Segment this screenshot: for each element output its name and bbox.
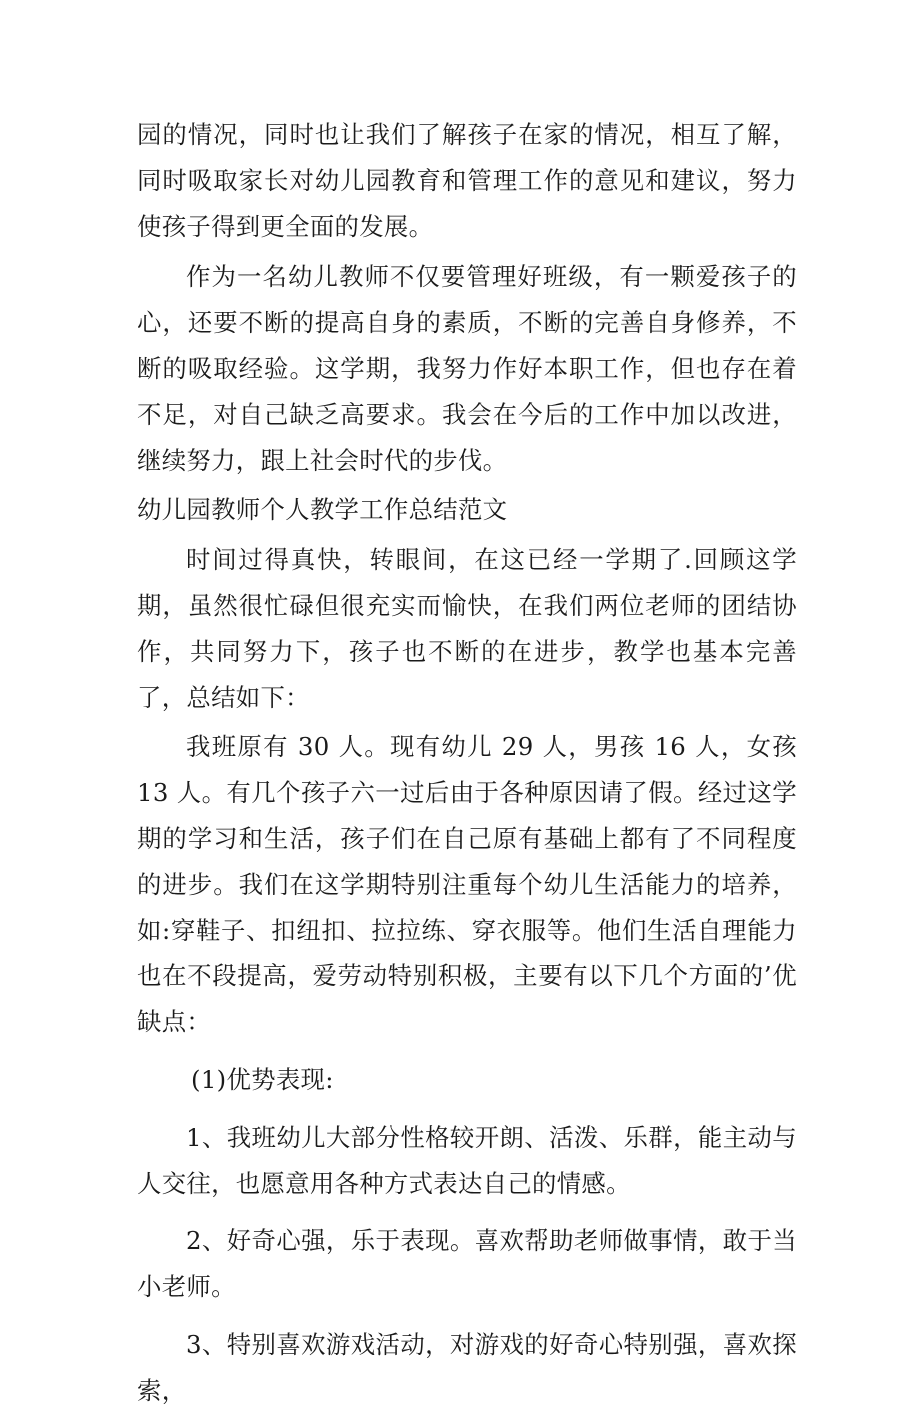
- paragraph-teacher-duty: 作为一名幼儿教师不仅要管理好班级，有一颗爱孩子的心，还要不断的提高自身的素质，不断的完善自身修养，不断的吸取经验。这学期，我努力作好本职工作，但也存在着不足，对自己缺乏高要求。我会在今后的工作中加以改进，继续努力，跟上社会时代的步伐。: [137, 262, 797, 475]
- paragraph-continued: 园的情况，同时也让我们了解孩子在家的情况，相互了解，同时吸取家长对幼儿园教育和管理工作的意见和建议，努力使孩子得到更全面的发展。: [137, 120, 797, 241]
- paragraph-intro: 时间过得真快，转眼间，在这已经一学期了.回顾这学期，虽然很忙碌但很充实而愉快，在我们两位老师的团结协作，共同努力下，孩子也不断的在进步，教学也基本完善了，总结如下：: [137, 545, 797, 712]
- section-title: 幼儿园教师个人教学工作总结范文: [137, 495, 508, 525]
- document-body: [137, 112, 797, 1418]
- subheading-strengths: (1)优势表现:: [191, 1064, 334, 1094]
- list-item-1: 1、我班幼儿大部分性格较开朗、活泼、乐群，能主动与人交往，也愿意用各种方式表达自己的情感。: [137, 1122, 797, 1198]
- paragraph-class-info: 我班原有 30 人。现有幼儿 29 人，男孩 16 人，女孩 13 人。有几个孩子六一过后由于各种原因请了假。经过这学期的学习和生活，孩子们在自己原有基础上都有了不同程度的进步。我们在这学期特别注重每个幼儿生活能力的培养，如:穿鞋子、扣纽扣、拉拉练、穿衣服等。他们生活自理能力也在不段提高，爱劳动特别积极，主要有以下几个方面的’优缺点：: [137, 732, 797, 1037]
- list-item-2: 2、好奇心强，乐于表现。喜欢帮助老师做事情，敢于当小老师。: [137, 1226, 797, 1302]
- list-item-3: 3、特别喜欢游戏活动，对游戏的好奇心特别强，喜欢探索，: [137, 1329, 797, 1405]
